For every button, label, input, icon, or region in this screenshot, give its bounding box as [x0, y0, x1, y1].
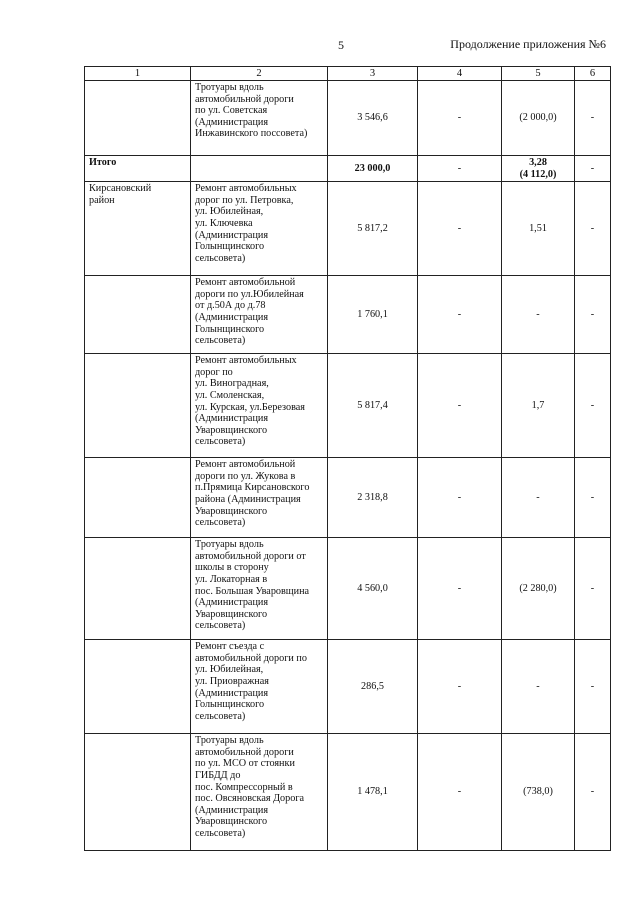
- appendix-table: [84, 66, 611, 851]
- col6-cell: -: [575, 458, 611, 538]
- col4-cell: -: [418, 458, 502, 538]
- column-number: 5: [502, 67, 575, 81]
- col6-cell: -: [575, 276, 611, 354]
- col5-cell: 1,7: [502, 354, 575, 458]
- table-row: [85, 182, 611, 276]
- table-row: [85, 538, 611, 640]
- description-cell: [191, 458, 328, 538]
- district-cell: [85, 276, 191, 354]
- total-amount-cell: 23 000,0: [328, 156, 418, 182]
- col6-cell: -: [575, 81, 611, 156]
- col5-cell: (2 280,0): [502, 538, 575, 640]
- col4-cell: -: [418, 182, 502, 276]
- description-text: Ремонт автомобильных дорог по ул. Петровка, ул. Юбилейная, ул. Ключевка (Администрация Голынщинского сельсовета): [195, 183, 297, 264]
- col4-cell: -: [418, 156, 502, 182]
- description-cell: [191, 354, 328, 458]
- col4-cell: -: [418, 734, 502, 851]
- description-cell: [191, 81, 328, 156]
- description-text: Ремонт автомобильных дорог по ул. Виноградная, ул. Смоленская, ул. Курская, ул.Березовая (Администрация Уваровщинского сельсовета): [195, 355, 305, 448]
- description-text: Тротуары вдоль автомобильной дороги по ул. МСО от стоянки ГИБДД до пос. Компрессорный в пос. Овсяновская Дорога (Администрация Уваровщинского сельсовета): [195, 735, 305, 839]
- column-number: 1: [85, 67, 191, 81]
- description-cell: [191, 276, 328, 354]
- description-text: Ремонт автомобильной дороги по ул.Юбилейная от д.50А до д.78 (Администрация Голынщинского сельсовета): [195, 277, 304, 347]
- col4-cell: -: [418, 640, 502, 734]
- total-col5-cell: 3,28 (4 112,0): [502, 156, 575, 182]
- col5-cell: 1,51: [502, 182, 575, 276]
- amount-cell: 5 817,4: [328, 354, 418, 458]
- amount-cell: 1 760,1: [328, 276, 418, 354]
- appendix-continuation-header: Продолжение приложения №6: [450, 37, 606, 51]
- amount-cell: 2 318,8: [328, 458, 418, 538]
- column-number-row: [85, 67, 611, 81]
- col6-cell: -: [575, 538, 611, 640]
- col4-cell: -: [418, 81, 502, 156]
- amount-cell: 4 560,0: [328, 538, 418, 640]
- col4-cell: -: [418, 276, 502, 354]
- col5-cell: -: [502, 640, 575, 734]
- description-text: Ремонт съезда с автомобильной дороги по ул. Юбилейная, ул. Приовражная (Администрация Голынщинского сельсовета): [195, 641, 307, 722]
- total-label-cell: Итого: [85, 156, 191, 182]
- description-cell: [191, 734, 328, 851]
- col5-cell: (2 000,0): [502, 81, 575, 156]
- amount-cell: 3 546,6: [328, 81, 418, 156]
- col6-cell: -: [575, 640, 611, 734]
- table-row: [85, 354, 611, 458]
- district-cell: [85, 640, 191, 734]
- district-cell: [85, 458, 191, 538]
- col5-cell: (738,0): [502, 734, 575, 851]
- description-text: Тротуары вдоль автомобильной дороги от школы в сторону ул. Локаторная в пос. Большая Уваровщина (Администрация Уваровщинского сельсовета): [195, 539, 310, 632]
- col4-cell: -: [418, 354, 502, 458]
- col5-cell: -: [502, 276, 575, 354]
- district-cell: [85, 354, 191, 458]
- description-cell: [191, 156, 328, 182]
- col6-cell: -: [575, 734, 611, 851]
- col5-cell: -: [502, 458, 575, 538]
- description-text: Тротуары вдоль автомобильной дороги по ул. Советская (Администрация Инжавинского поссовета): [195, 82, 308, 140]
- table-row: [85, 81, 611, 156]
- column-number: 3: [328, 67, 418, 81]
- description-cell: [191, 640, 328, 734]
- total-row: [85, 156, 611, 182]
- district-cell: [85, 734, 191, 851]
- col6-cell: -: [575, 182, 611, 276]
- district-cell: Кирсановский район: [85, 182, 191, 276]
- col6-cell: -: [575, 354, 611, 458]
- table-row: [85, 640, 611, 734]
- column-number: 2: [191, 67, 328, 81]
- district-cell: [85, 538, 191, 640]
- district-cell: [85, 81, 191, 156]
- column-number: 6: [575, 67, 611, 81]
- page-number: 5: [338, 38, 344, 52]
- description-cell: [191, 182, 328, 276]
- col4-cell: -: [418, 538, 502, 640]
- amount-cell: 286,5: [328, 640, 418, 734]
- column-number: 4: [418, 67, 502, 81]
- amount-cell: 5 817,2: [328, 182, 418, 276]
- col6-cell: -: [575, 156, 611, 182]
- table-row: [85, 734, 611, 851]
- amount-cell: 1 478,1: [328, 734, 418, 851]
- table-row: [85, 276, 611, 354]
- table-row: [85, 458, 611, 538]
- description-cell: [191, 538, 328, 640]
- description-text: Ремонт автомобильной дороги по ул. Жукова в п.Прямица Кирсановского района (Администрация Уваровщинского сельсовета): [195, 459, 310, 529]
